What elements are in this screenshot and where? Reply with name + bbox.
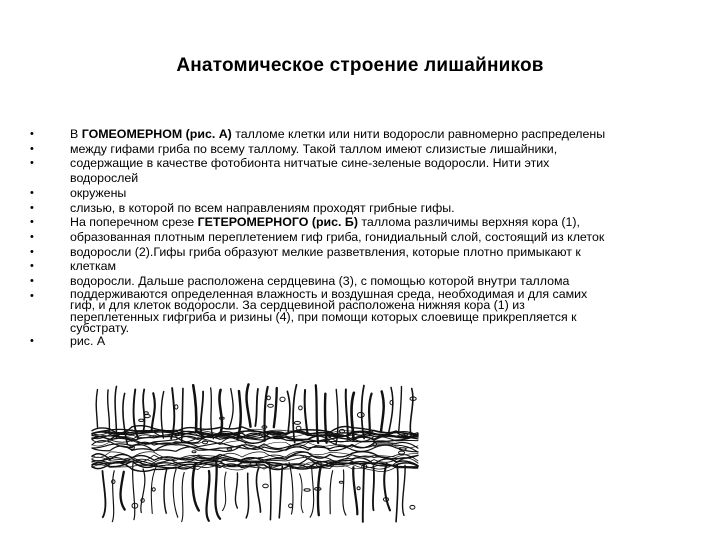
body-line (70, 309, 690, 324)
hypha-stroke (96, 390, 97, 428)
body-line (70, 215, 690, 230)
text-run: рис. А (70, 334, 106, 349)
text-run: таллома различимы верхняя кора (1), (357, 215, 580, 230)
body-line (70, 127, 690, 142)
text-run: гиф, и для клеток водоросли. За сердцевиной расположена нижняя кора (1) из (70, 298, 525, 313)
hypha-stroke (410, 389, 413, 437)
cell-mark (294, 421, 300, 424)
hypha-stroke (369, 394, 371, 436)
text-run: окружены (70, 185, 127, 200)
text-run: На поперечном срезе (70, 215, 198, 230)
body-line (70, 142, 690, 157)
bullet-marker: • (30, 246, 34, 258)
text-run: субстрату. (70, 320, 130, 335)
text-run: водорослей (70, 171, 139, 186)
cell-mark (339, 481, 343, 483)
cell-mark (357, 487, 360, 490)
hypha-stroke (211, 388, 214, 439)
body-line (70, 320, 690, 335)
bullet-marker: • (30, 290, 34, 302)
hypha-stroke (330, 471, 333, 514)
text-run: клеткам (70, 259, 117, 274)
hypha-stroke (256, 468, 260, 512)
body-line (70, 171, 690, 186)
cell-mark (227, 448, 232, 450)
text-run: между гифами гриба по всему таллому. Такой таллом имеют слизистые лишайники, (70, 141, 558, 156)
bullet-marker: • (30, 260, 34, 272)
hypha-stroke (164, 468, 167, 513)
text-run: образованная плотным переплетением гиф гриба, гонидиальный слой, состоящий из клеток (70, 229, 605, 244)
cell-mark (390, 401, 393, 405)
hypha-stroke (353, 467, 357, 514)
body-line (70, 259, 690, 274)
bullet-marker: • (30, 157, 34, 169)
bold-term: ГЕТЕРОМЕРНОГО (рис. Б) (197, 215, 358, 230)
bullet-marker: • (30, 187, 34, 199)
bullet-marker: • (30, 202, 34, 214)
hypha-stroke (112, 471, 114, 522)
cell-mark (289, 504, 293, 508)
body-line (70, 334, 690, 349)
hypha-stroke (279, 466, 282, 517)
bold-term: ГОМЕОМЕРНОМ (рис. А) (81, 127, 232, 141)
slide-title: Анатомическое строение лишайников (176, 55, 544, 76)
text-run: переплетенных гифгриба и ризины (4), при помощи которых слоевище прикрепляется к (70, 309, 577, 324)
body-line (70, 245, 690, 260)
hypha-stroke (182, 473, 185, 522)
cell-mark (152, 488, 155, 491)
hypha-stroke (287, 391, 290, 431)
lichen-cross-section-figure (90, 380, 420, 525)
hypha-stroke (373, 466, 374, 510)
cell-mark (410, 505, 415, 509)
hypha-stroke (318, 466, 321, 515)
body-line (70, 230, 690, 245)
hypha-stroke (108, 390, 110, 433)
cell-mark (175, 405, 178, 409)
hypha-stroke (305, 390, 308, 434)
hypha-stroke (102, 471, 105, 517)
hypha-stroke (247, 384, 251, 426)
hypha-stroke (193, 464, 199, 511)
text-run: слизью, в которой по всем направлениям проходят грибные гифы. (70, 200, 455, 215)
text-run: поддерживаются определенная влажность и воздушная среда, необходимая и для самих (70, 286, 588, 301)
hypha-stroke (121, 472, 125, 510)
cell-mark (263, 484, 269, 488)
cell-mark (139, 419, 144, 421)
hypha-stroke (300, 474, 303, 513)
bullet-marker: • (30, 216, 34, 228)
hypha-stroke (206, 471, 209, 521)
text-run: содержащие в качестве фотобионта нитчатые сине-зеленые водоросли. Нити этих (70, 156, 550, 171)
text-run: водоросли (2).Гифы гриба образуют мелкие разветвления, которые плотно примыкают к (70, 244, 581, 259)
hypha-stroke (381, 391, 384, 431)
cell-mark (267, 396, 271, 400)
hypha-stroke (396, 464, 398, 521)
hypha-stroke (223, 472, 227, 511)
hypha-stroke (229, 389, 233, 428)
cell-mark (304, 489, 310, 491)
bullet-marker: • (30, 275, 34, 287)
body-line (70, 201, 690, 216)
hypha-stroke (389, 387, 393, 433)
hypha-stroke (173, 469, 178, 517)
hypha-stroke (363, 464, 364, 522)
slide-body-text (70, 127, 690, 349)
cell-mark (299, 406, 303, 410)
bullet-marker: • (30, 128, 34, 140)
cell-mark (399, 451, 405, 454)
cell-mark (296, 426, 301, 430)
hypha-stroke (269, 462, 271, 519)
hypha-stroke (133, 462, 135, 519)
hypha-stroke (399, 387, 402, 434)
bullet-marker: • (30, 231, 34, 243)
hypha-stroke (215, 463, 220, 519)
hypha-stroke (343, 470, 346, 515)
hypha-stroke (255, 389, 258, 426)
hypha-stroke (235, 473, 237, 508)
hypha-stroke (246, 473, 248, 518)
body-line (70, 186, 690, 201)
hypha-stroke (115, 386, 116, 438)
hypha-stroke (274, 388, 277, 427)
cell-mark (405, 433, 408, 435)
cell-mark (280, 397, 285, 401)
hypha-stroke (293, 385, 296, 443)
text-run: В (70, 127, 82, 141)
body-line (70, 156, 690, 171)
text-run: водоросли. Дальше расположена сердцевина (3), с помощью которой внутри таллома (70, 274, 570, 289)
hypha-stroke (141, 469, 145, 513)
cell-mark (268, 404, 274, 407)
hypha-stroke (403, 465, 406, 515)
bullet-marker: • (30, 335, 34, 347)
bullet-marker: • (30, 143, 34, 155)
hypha-stroke (310, 466, 314, 517)
hypha-stroke (152, 393, 155, 430)
hypha-stroke (193, 385, 196, 430)
hypha-stroke (316, 385, 318, 443)
text-run: талломе клетки или нити водоросли равномерно распределены (231, 127, 606, 141)
cell-mark (192, 451, 196, 453)
